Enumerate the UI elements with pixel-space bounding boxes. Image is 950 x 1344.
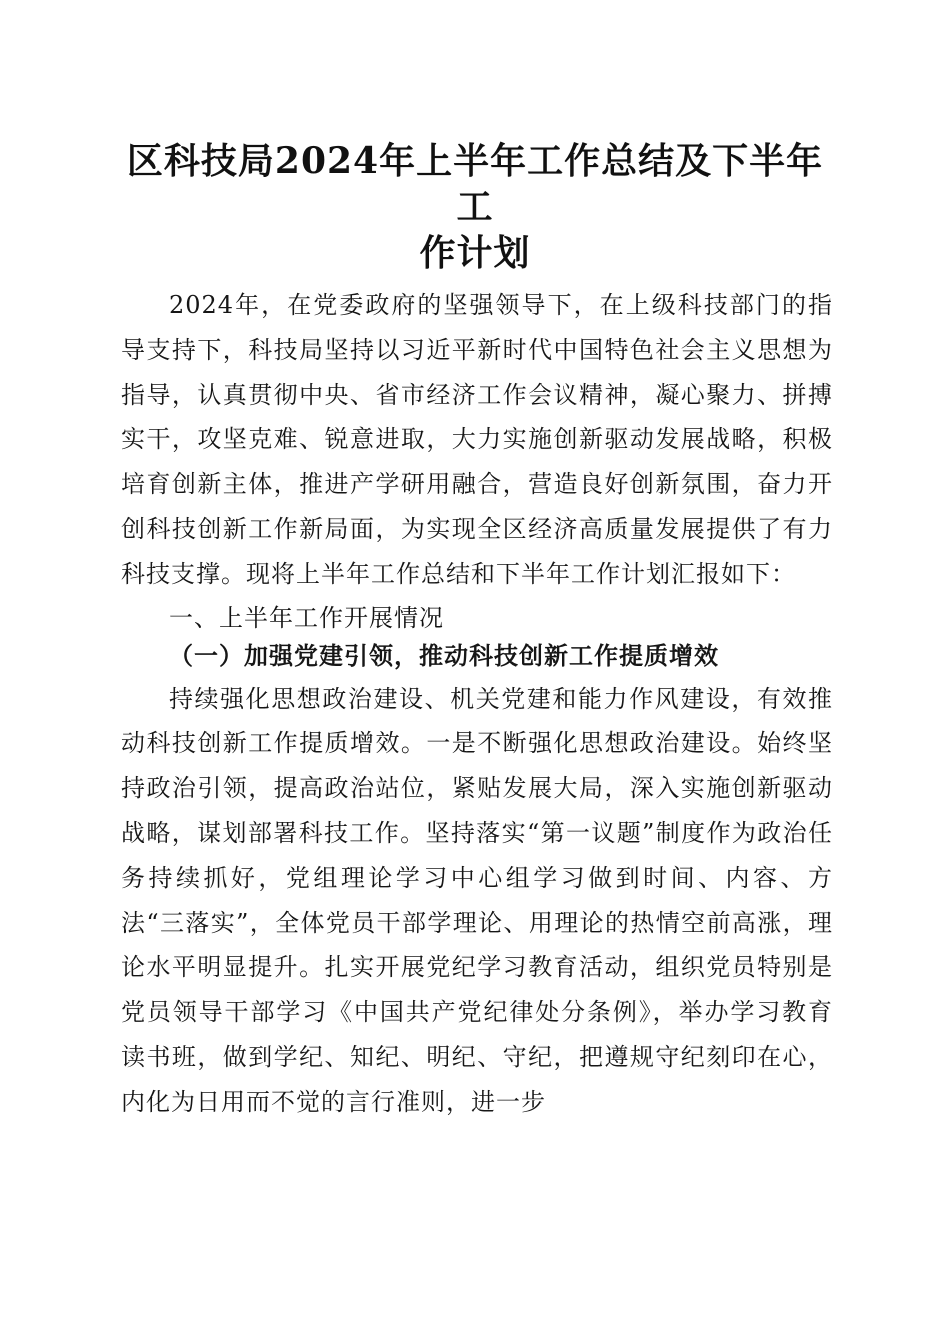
subsection-heading: （一）加强党建引领，推动科技创新工作提质增效 [169,640,719,670]
section-heading: 一、上半年工作开展情况 [169,603,444,632]
title-line-1: 区科技局2024年上半年工作总结及下半年工 [126,140,824,228]
title-line-2: 作计划 [419,232,531,274]
intro-paragraph: 2024年，在党委政府的坚强领导下，在上级科技部门的指导支持下，科技局坚持以习近平新时代中国特色社会主义思想为指导，认真贯彻中央、省市经济工作会议精神，凝心聚力、拼搏实干，攻坚克难、锐意进取，大力实施创新驱动发展战略，积极培育创新主体，推进产学研用融合，营造良好创新氛围，奋力开创科技创新工作新局面，为实现全区经济高质量发展提供了有力科技支撑。现将上半年工作总结和下半年工作计划汇报如下： [121,291,833,588]
document-body [121,283,833,1125]
subsection-paragraph: 持续强化思想政治建设、机关党建和能力作风建设，有效推动科技创新工作提质增效。一是不断强化思想政治建设。始终坚持政治引领，提高政治站位，紧贴发展大局，深入实施创新驱动战略，谋划部署科技工作。坚持落实“第一议题”制度作为政治任务持续抓好，党组理论学习中心组学习做到时间、内容、方法“三落实”，全体党员干部学理论、用理论的热情空前高涨，理论水平明显提升。扎实开展党纪学习教育活动，组织党员特别是党员领导干部学习《中国共产党纪律处分条例》，举办学习教育读书班，做到学纪、知纪、明纪、守纪，把遵规守纪刻印在心，内化为日用而不觉的言行准则，进一步 [121,684,833,1116]
document-title [120,138,830,276]
